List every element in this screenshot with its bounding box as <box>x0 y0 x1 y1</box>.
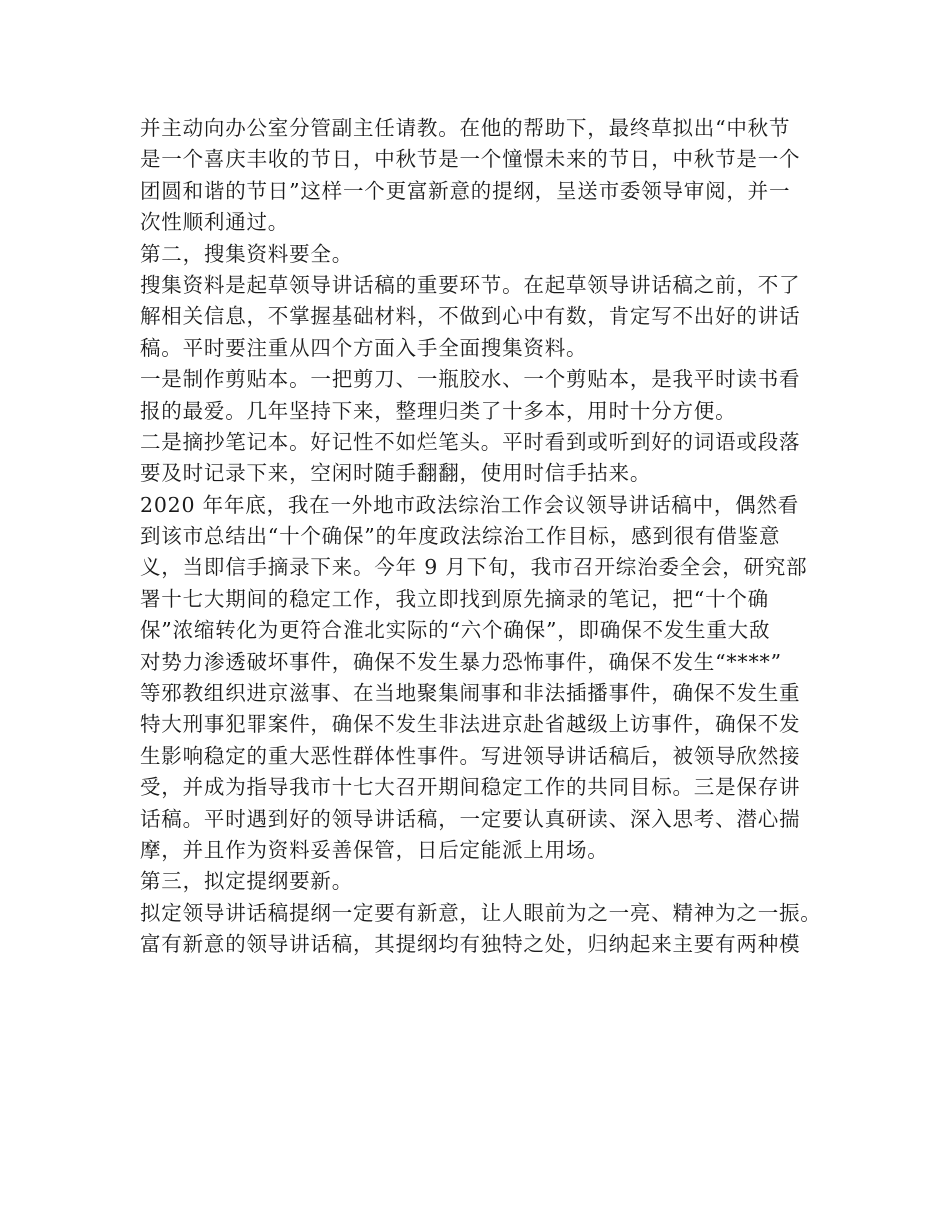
text-line: 富有新意的领导讲话稿，其提纲均有独特之处，归纳起来主要有两种模 <box>140 932 801 957</box>
document-body <box>140 113 830 961</box>
text-line: 到该市总结出“十个确保”的年度政法综治工作目标，感到很有借鉴意 <box>140 524 781 549</box>
text-line: 特大刑事犯罪案件，确保不发生非法进京赴省越级上访事件，确保不发 <box>140 712 801 737</box>
text-line: 报的最爱。几年坚持下来，整理归类了十多本，用时十分方便。 <box>140 398 737 423</box>
text-line: 要及时记录下来，空闲时随手翻翻，使用时信手拈来。 <box>140 461 652 486</box>
text-line: 次性顺利通过。 <box>140 210 290 235</box>
text-line: 解相关信息，不掌握基础材料，不做到心中有数，肯定写不出好的讲话 <box>140 304 801 329</box>
text-line: 一是制作剪贴本。一把剪刀、一瓶胶水、一个剪贴本，是我平时读书看 <box>140 367 801 392</box>
text-line: 对势力渗透破坏事件，确保不发生暴力恐怖事件，确保不发生“****” <box>140 649 782 674</box>
text-line: 拟定领导讲话稿提纲一定要有新意，让人眼前为之一亮、精神为之一振。 <box>140 900 822 925</box>
text-line: 稿。平时要注重从四个方面入手全面搜集资料。 <box>140 335 588 360</box>
text-line: 搜集资料是起草领导讲话稿的重要环节。在起草领导讲话稿之前，不了 <box>140 272 801 297</box>
text-line: 并主动向办公室分管副主任请教。在他的帮助下，最终草拟出“中秋节 <box>140 116 791 140</box>
text-line: 署十七大期间的稳定工作，我立即找到原先摘录的笔记，把“十个确 <box>140 586 769 611</box>
text-line: 二是摘抄笔记本。好记性不如烂笔头。平时看到或听到好的词语或段落 <box>140 429 801 454</box>
text-line: 等邪教组织进京滋事、在当地聚集闹事和非法插播事件，确保不发生重 <box>140 681 801 706</box>
text-line: 义，当即信手摘录下来。今年 9 月下旬，我市召开综治委全会，研究部 <box>140 555 808 580</box>
text-line: 摩，并且作为资料妥善保管，日后定能派上用场。 <box>140 837 609 862</box>
section-heading: 第二，搜集资料要全。 <box>140 241 353 266</box>
section-heading: 第三，拟定提纲要新。 <box>140 869 353 894</box>
text-line: 话稿。平时遇到好的领导讲话稿，一定要认真研读、深入思考、潜心揣 <box>140 806 801 831</box>
text-line: 生影响稳定的重大恶性群体性事件。写进领导讲话稿后，被领导欣然接 <box>140 743 801 768</box>
text-line: 保”浓缩转化为更符合淮北实际的“六个确保”，即确保不发生重大敌 <box>140 618 771 643</box>
text-line: 2020 年年底，我在一外地市政法综治工作会议领导讲话稿中，偶然看 <box>140 492 800 517</box>
text-line: 受，并成为指导我市十七大召开期间稳定工作的共同目标。三是保存讲 <box>140 775 801 800</box>
text-line: 团圆和谐的节日”这样一个更富新意的提纲，呈送市委领导审阅，并一 <box>140 178 791 203</box>
text-line: 是一个喜庆丰收的节日，中秋节是一个憧憬未来的节日，中秋节是一个 <box>140 147 801 172</box>
